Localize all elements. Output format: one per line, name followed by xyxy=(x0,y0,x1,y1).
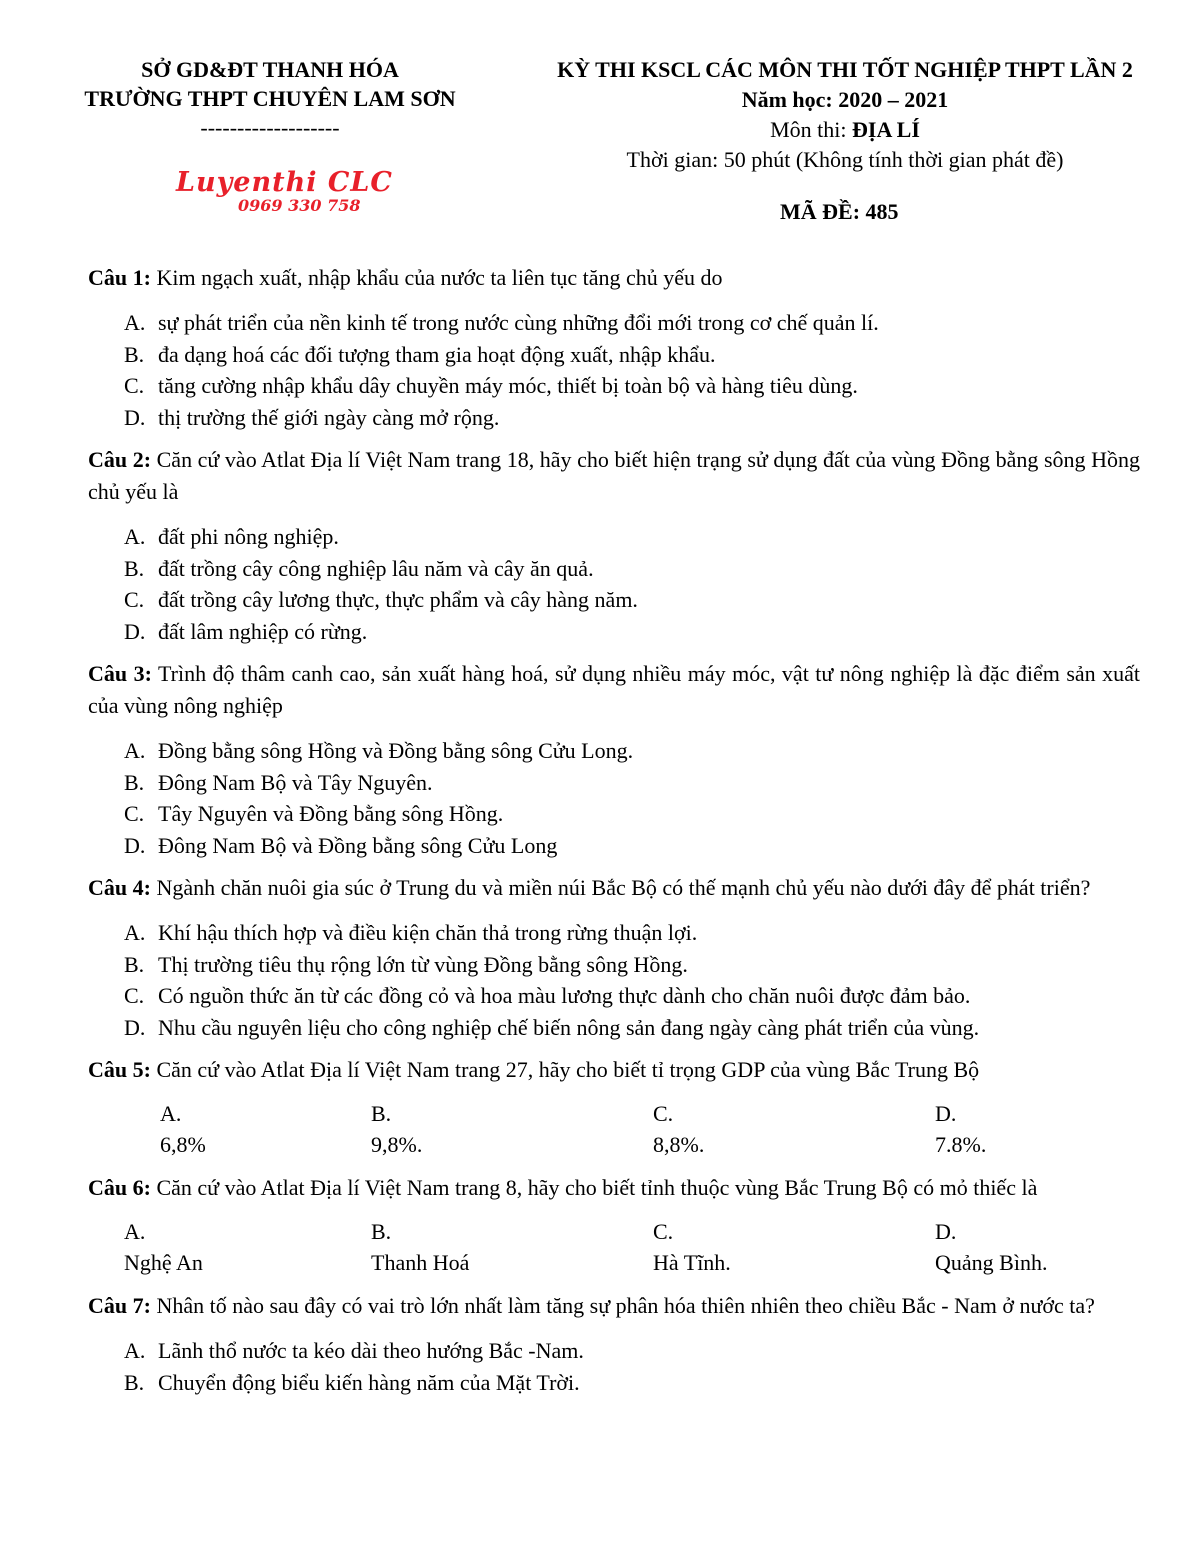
option-text: đất trồng cây công nghiệp lâu năm và cây ăn quả. xyxy=(158,555,594,581)
option-c xyxy=(88,370,1140,402)
option-d xyxy=(88,830,1140,862)
option-b xyxy=(371,1098,653,1160)
option-key: B. xyxy=(371,1219,392,1244)
option-key: C. xyxy=(653,1101,674,1126)
question-stem xyxy=(88,872,1140,904)
option-text: Hà Tĩnh. xyxy=(653,1250,731,1275)
option-a xyxy=(160,1098,371,1160)
option-text: đa dạng hoá các đối tượng tham gia hoạt động xuất, nhập khẩu. xyxy=(158,341,716,367)
question-stem xyxy=(88,1290,1140,1322)
option-key: D. xyxy=(935,1219,957,1244)
option-text: đất phi nông nghiệp. xyxy=(158,524,339,549)
option-b xyxy=(88,339,1140,371)
question-text: Căn cứ vào Atlat Địa lí Việt Nam trang 8, hãy cho biết tỉnh thuộc vùng Bắc Trung Bộ có mỏ thiếc là xyxy=(150,1175,1038,1200)
question-label: Câu 7: xyxy=(88,1293,151,1318)
header-divider: ------------------- xyxy=(200,115,340,140)
option-d xyxy=(88,616,1140,648)
option-key: D. xyxy=(124,404,146,430)
options-list xyxy=(88,1335,1140,1398)
luyenthi-logo xyxy=(176,168,416,214)
question-7 xyxy=(88,1290,1140,1398)
option-c xyxy=(88,798,1140,830)
option-text: Quảng Bình. xyxy=(935,1250,1048,1275)
option-key: B. xyxy=(124,341,145,367)
option-text: đất trồng cây lương thực, thực phẩm và cây hàng năm. xyxy=(158,587,638,612)
option-key: A. xyxy=(124,524,146,549)
question-text: Kim ngạch xuất, nhập khẩu của nước ta liên tục tăng chủ yếu do xyxy=(150,265,723,290)
question-stem xyxy=(88,1054,1140,1086)
option-text: sự phát triển của nền kinh tế trong nước cùng những đổi mới trong cơ chế quản lí. xyxy=(158,310,879,335)
subject-prefix: Môn thi: xyxy=(770,117,853,142)
option-key: B. xyxy=(124,555,145,581)
option-text: 6,8% xyxy=(160,1132,206,1157)
question-text: Trình độ thâm canh cao, sản xuất hàng hoá, sử dụng nhiều máy móc, vật tư nông nghiệp là đặc điểm sản xuất của vùng nông nghiệp xyxy=(88,661,1140,718)
question-label: Câu 1: xyxy=(88,265,151,290)
question-6 xyxy=(88,1172,1140,1278)
option-d xyxy=(88,1012,1140,1044)
question-1 xyxy=(88,262,1140,433)
option-a xyxy=(88,735,1140,767)
option-text: thị trường thế giới ngày càng mở rộng. xyxy=(158,404,500,430)
option-b xyxy=(88,949,1140,981)
option-text: đất lâm nghiệp có rừng. xyxy=(158,618,368,644)
question-label: Câu 2: xyxy=(88,447,152,472)
option-key: A. xyxy=(124,920,146,945)
option-key: C. xyxy=(124,983,145,1008)
option-b xyxy=(371,1216,653,1278)
question-stem xyxy=(88,444,1140,508)
option-text: Đông Nam Bộ và Tây Nguyên. xyxy=(158,769,433,795)
options-list xyxy=(88,521,1140,647)
logo-title: Luyenthi CLC xyxy=(176,167,393,198)
school-header xyxy=(60,55,480,142)
option-text: Đông Nam Bộ và Đồng bằng sông Cửu Long xyxy=(158,832,558,858)
question-label: Câu 5: xyxy=(88,1057,151,1082)
question-2 xyxy=(88,444,1140,647)
question-5 xyxy=(88,1054,1140,1160)
option-key: B. xyxy=(124,951,145,977)
option-d xyxy=(935,1098,986,1160)
school-year: Năm học: 2020 – 2021 xyxy=(741,87,949,112)
option-b xyxy=(88,767,1140,799)
options-row xyxy=(88,1216,1140,1278)
option-a xyxy=(88,917,1140,949)
question-3 xyxy=(88,658,1140,861)
subject-name: ĐỊA LÍ xyxy=(852,117,920,142)
option-text: Lãnh thổ nước ta kéo dài theo hướng Bắc -Nam. xyxy=(158,1338,584,1363)
option-key: D. xyxy=(935,1101,957,1126)
option-key: A. xyxy=(124,1338,146,1363)
option-b xyxy=(88,1367,1140,1399)
exam-header xyxy=(505,55,1185,175)
question-stem xyxy=(88,1172,1140,1204)
option-a xyxy=(124,1216,371,1278)
question-stem xyxy=(88,262,1140,294)
option-text: Thanh Hoá xyxy=(371,1250,470,1275)
school-name: TRƯỜNG THPT CHUYÊN LAM SƠN xyxy=(84,86,456,111)
option-key: A. xyxy=(124,310,146,335)
logo-phone: 0969 330 758 xyxy=(238,196,361,215)
option-key: C. xyxy=(653,1219,674,1244)
option-a xyxy=(88,307,1140,339)
option-text: Thị trường tiêu thụ rộng lớn từ vùng Đồng bằng sông Hồng. xyxy=(158,951,688,977)
option-text: 7.8%. xyxy=(935,1132,987,1157)
options-row xyxy=(88,1098,1140,1160)
option-key: A. xyxy=(160,1101,182,1126)
option-key: B. xyxy=(124,1369,145,1395)
option-b xyxy=(88,553,1140,585)
question-label: Câu 6: xyxy=(88,1175,151,1200)
option-d xyxy=(88,402,1140,434)
option-key: A. xyxy=(124,1219,146,1244)
option-key: D. xyxy=(124,618,146,644)
question-text: Nhân tố nào sau đây có vai trò lớn nhất làm tăng sự phân hóa thiên nhiên theo chiều Bắc - Nam ở nước ta? xyxy=(150,1293,1095,1318)
option-text: 9,8%. xyxy=(371,1132,423,1157)
option-text: Nhu cầu nguyên liệu cho công nghiệp chế biến nông sản đang ngày càng phát triển của vùng. xyxy=(158,1014,980,1040)
option-key: C. xyxy=(124,801,145,826)
question-list xyxy=(88,262,1140,1409)
option-a xyxy=(88,521,1140,553)
option-c xyxy=(88,980,1140,1012)
options-list xyxy=(88,307,1140,433)
option-text: Tây Nguyên và Đồng bằng sông Hồng. xyxy=(158,801,504,826)
option-text: 8,8%. xyxy=(653,1132,705,1157)
option-text: tăng cường nhập khẩu dây chuyền máy móc, thiết bị toàn bộ và hàng tiêu dùng. xyxy=(158,373,858,398)
option-key: C. xyxy=(124,373,145,398)
question-label: Câu 3: xyxy=(88,661,152,686)
department-name: SỞ GD&ĐT THANH HÓA xyxy=(141,57,399,82)
subject-line xyxy=(505,115,1185,145)
option-a xyxy=(88,1335,1140,1367)
question-stem xyxy=(88,658,1140,722)
options-list xyxy=(88,735,1140,861)
option-c xyxy=(653,1216,935,1278)
option-c xyxy=(88,584,1140,616)
option-text: Nghệ An xyxy=(124,1250,203,1275)
option-key: C. xyxy=(124,587,145,612)
question-text: Căn cứ vào Atlat Địa lí Việt Nam trang 27, hãy cho biết tỉ trọng GDP của vùng Bắc Trung Bộ xyxy=(150,1057,980,1082)
option-d xyxy=(935,1216,1047,1278)
question-4 xyxy=(88,872,1140,1043)
options-list xyxy=(88,917,1140,1043)
option-text: Khí hậu thích hợp và điều kiện chăn thả trong rừng thuận lợi. xyxy=(158,920,698,945)
exam-time: Thời gian: 50 phút (Không tính thời gian phát đề) xyxy=(626,147,1064,172)
option-key: B. xyxy=(371,1101,392,1126)
option-text: Có nguồn thức ăn từ các đồng cỏ và hoa màu lương thực dành cho chăn nuôi được đảm bảo. xyxy=(158,983,971,1008)
question-text: Căn cứ vào Atlat Địa lí Việt Nam trang 18, hãy cho biết hiện trạng sử dụng đất của vùng Đồng bằng sông Hồng chủ yếu là xyxy=(88,447,1141,504)
exam-title: KỲ THI KSCL CÁC MÔN THI TỐT NGHIỆP THPT LẦN 2 xyxy=(557,57,1133,82)
option-key: D. xyxy=(124,832,146,858)
option-text: Chuyển động biểu kiến hàng năm của Mặt Trời. xyxy=(158,1369,580,1395)
exam-code: MÃ ĐỀ: 485 xyxy=(780,199,899,224)
option-c xyxy=(653,1098,935,1160)
option-key: D. xyxy=(124,1014,146,1040)
option-key: A. xyxy=(124,738,146,763)
option-text: Đồng bằng sông Hồng và Đồng bằng sông Cửu Long. xyxy=(158,738,634,763)
question-label: Câu 4: xyxy=(88,875,151,900)
question-text: Ngành chăn nuôi gia súc ở Trung du và miền núi Bắc Bộ có thế mạnh chủ yếu nào dưới đây để phát triển? xyxy=(150,875,1091,900)
option-key: B. xyxy=(124,769,145,795)
